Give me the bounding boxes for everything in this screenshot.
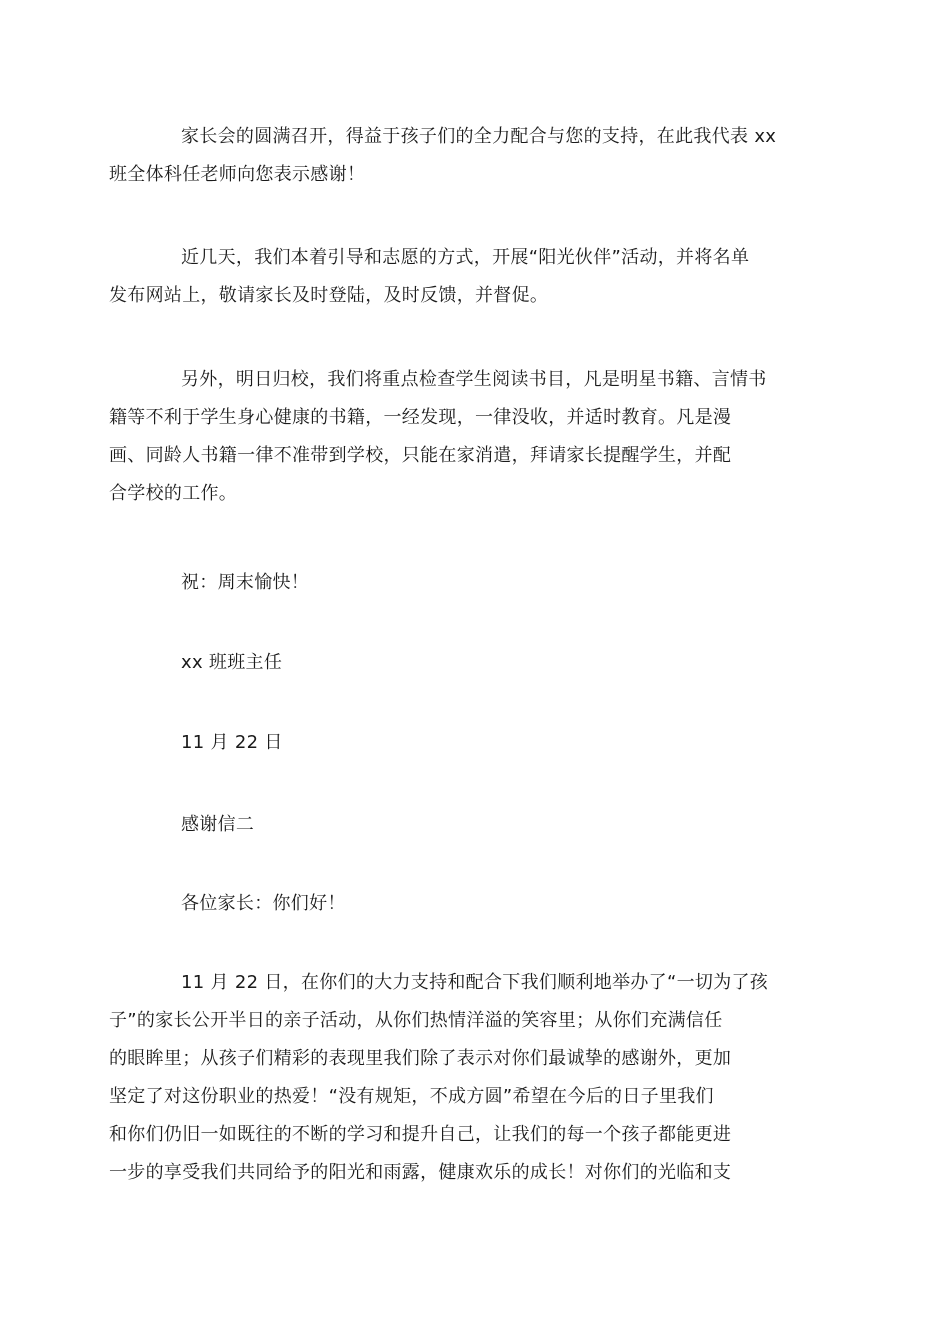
text-line: 的眼眸里；从孩子们精彩的表现里我们除了表示对你们最诚挚的感谢外，更加 — [109, 1048, 732, 1069]
text-line: 一步的享受我们共同给予的阳光和雨露，健康欢乐的成长！对你们的光临和支 — [109, 1162, 732, 1183]
date: 11 月 22 日 — [181, 732, 283, 753]
paragraph-thanks — [109, 118, 805, 194]
text-line: 画、同龄人书籍一律不准带到学校，只能在家消遣，拜请家长提醒学生，并配 — [109, 445, 732, 466]
text-line: 近几天，我们本着引导和志愿的方式，开展“阳光伙伴”活动，并将名单 — [181, 247, 750, 268]
text-line: 家长会的圆满召开，得益于孩子们的全力配合与您的支持，在此我代表 xx — [181, 126, 777, 147]
paragraph-letter-body — [109, 964, 805, 1192]
text-line: 11 月 22 日，在你们的大力支持和配合下我们顺利地举办了“一切为了孩 — [181, 972, 769, 993]
text-line: 子”的家长公开半日的亲子活动，从你们热情洋溢的笑容里；从你们充满信任 — [109, 1010, 723, 1031]
paragraph-book-check — [109, 361, 805, 513]
closing-wish: 祝：周末愉快！ — [181, 572, 310, 593]
text-line: 班全体科任老师向您表示感谢！ — [109, 164, 366, 185]
section-title: 感谢信二 — [181, 814, 255, 835]
paragraph-sunshine-partner — [109, 239, 805, 315]
text-line: 合学校的工作。 — [109, 483, 238, 504]
text-line: 籍等不利于学生身心健康的书籍，一经发现，一律没收，并适时教育。凡是漫 — [109, 407, 732, 428]
text-line: 和你们仍旧一如既往的不断的学习和提升自己，让我们的每一个孩子都能更进 — [109, 1124, 732, 1145]
text-line: 另外，明日归校，我们将重点检查学生阅读书目，凡是明星书籍、言情书 — [181, 369, 767, 390]
signature: xx 班班主任 — [181, 652, 283, 673]
text-line: 发布网站上，敬请家长及时登陆，及时反馈，并督促。 — [109, 285, 549, 306]
text-line: 坚定了对这份职业的热爱！“没有规矩，不成方圆”希望在今后的日子里我们 — [109, 1086, 714, 1107]
greeting: 各位家长：你们好！ — [181, 893, 346, 914]
